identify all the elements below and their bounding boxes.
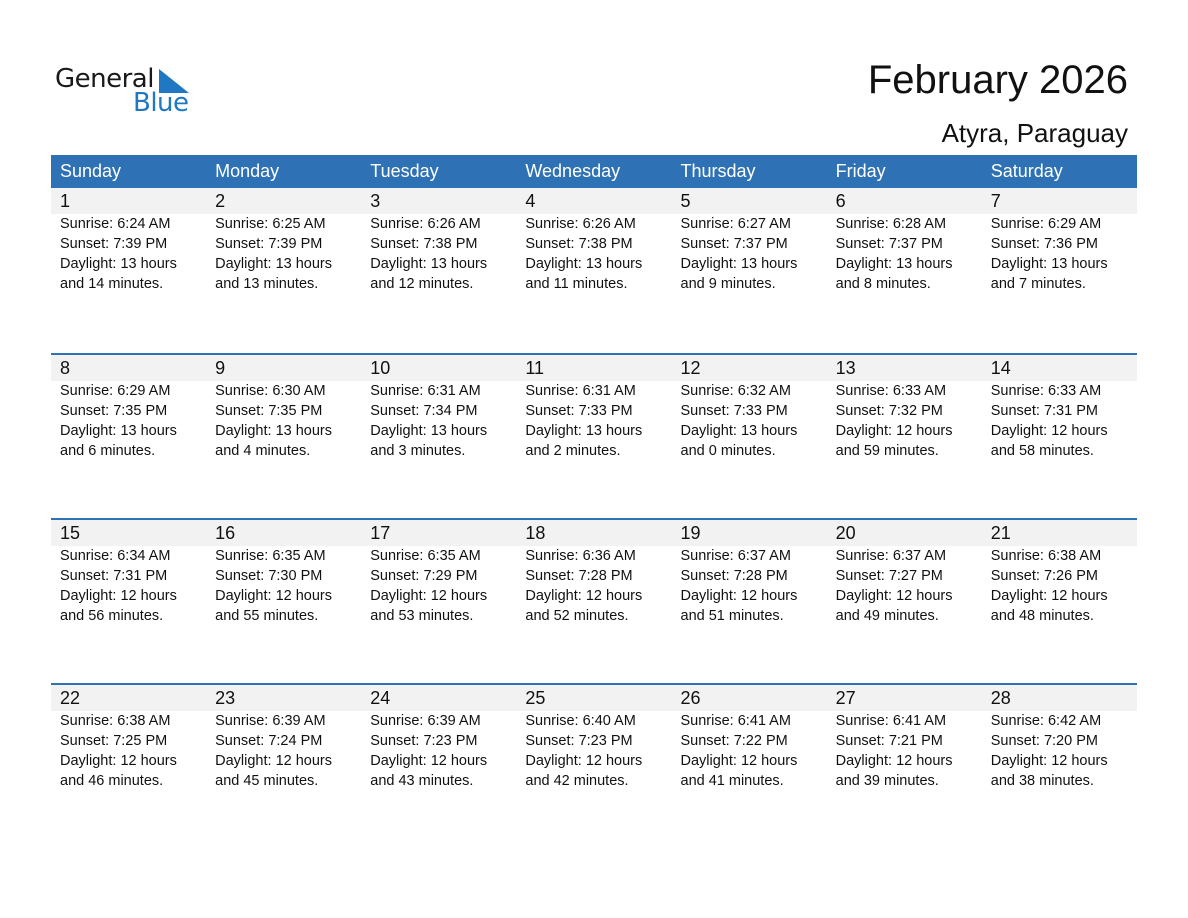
sunset-text: Sunset: 7:24 PM (215, 733, 323, 749)
daylight-minutes-text: and 48 minutes. (990, 608, 1094, 624)
weekday-wednesday: Wednesday (525, 161, 621, 181)
sunrise-text: Sunrise: 6:25 AM (215, 216, 326, 232)
daylight-hours-text: Daylight: 13 hours (370, 256, 488, 272)
daylight-minutes-text: and 56 minutes. (60, 608, 164, 624)
daylight-minutes-text: and 53 minutes. (370, 608, 474, 624)
daylight-minutes-text: and 8 minutes. (835, 276, 931, 292)
day-number: 7 (990, 191, 1001, 211)
daylight-hours-text: Daylight: 12 hours (525, 753, 643, 769)
day-number: 3 (370, 191, 381, 211)
day-cell (361, 355, 516, 461)
logo (55, 62, 205, 122)
daylight-minutes-text: and 49 minutes. (835, 608, 939, 624)
sunrise-text: Sunrise: 6:41 AM (835, 713, 947, 729)
daylight-hours-text: Daylight: 12 hours (835, 423, 953, 439)
daylight-minutes-text: and 41 minutes. (680, 773, 784, 789)
sunset-text: Sunset: 7:23 PM (370, 733, 478, 749)
sunrise-text: Sunrise: 6:24 AM (60, 216, 171, 232)
day-number: 6 (835, 191, 846, 211)
weekday-header-row (51, 155, 1137, 188)
sunset-text: Sunset: 7:31 PM (990, 403, 1098, 419)
day-cell (827, 188, 982, 294)
sunrise-text: Sunrise: 6:31 AM (370, 383, 481, 399)
sunset-text: Sunset: 7:35 PM (60, 403, 168, 419)
day-cell (206, 355, 361, 461)
daylight-minutes-text: and 12 minutes. (370, 276, 474, 292)
daylight-hours-text: Daylight: 13 hours (525, 256, 643, 272)
sunset-text: Sunset: 7:27 PM (835, 568, 943, 584)
daylight-hours-text: Daylight: 12 hours (60, 588, 177, 604)
day-cell (672, 355, 827, 461)
daylight-hours-text: Daylight: 13 hours (680, 256, 798, 272)
sunrise-text: Sunrise: 6:34 AM (60, 548, 171, 564)
daylight-hours-text: Daylight: 12 hours (990, 423, 1108, 439)
page-title: February 2026 (867, 58, 1128, 102)
logo-word-general: General (55, 64, 154, 94)
weekday-tuesday: Tuesday (370, 161, 439, 181)
daylight-minutes-text: and 46 minutes. (60, 773, 164, 789)
sunrise-text: Sunrise: 6:42 AM (990, 713, 1102, 729)
day-cell (206, 188, 361, 294)
sunrise-text: Sunrise: 6:26 AM (525, 216, 636, 232)
day-cell (361, 685, 516, 791)
daylight-hours-text: Daylight: 12 hours (990, 588, 1108, 604)
daylight-minutes-text: and 52 minutes. (525, 608, 629, 624)
sunrise-text: Sunrise: 6:38 AM (990, 548, 1102, 564)
day-cell (827, 685, 982, 791)
weekday-friday: Friday (835, 161, 886, 181)
day-cell (982, 355, 1137, 461)
daylight-hours-text: Daylight: 13 hours (370, 423, 488, 439)
daylight-minutes-text: and 9 minutes. (680, 276, 776, 292)
daylight-hours-text: Daylight: 13 hours (215, 423, 332, 439)
daylight-minutes-text: and 2 minutes. (525, 443, 621, 459)
day-number: 5 (680, 191, 691, 211)
daylight-hours-text: Daylight: 12 hours (835, 588, 953, 604)
day-number: 10 (370, 358, 391, 378)
day-cell (827, 355, 982, 461)
daylight-minutes-text: and 7 minutes. (990, 276, 1086, 292)
daylight-minutes-text: and 13 minutes. (215, 276, 319, 292)
day-cell (206, 520, 361, 626)
week-days (51, 188, 1137, 294)
day-cell (516, 520, 671, 626)
sunrise-text: Sunrise: 6:37 AM (680, 548, 791, 564)
daylight-hours-text: Daylight: 12 hours (60, 753, 177, 769)
week-row (51, 518, 1137, 683)
sunset-text: Sunset: 7:25 PM (60, 733, 168, 749)
sunrise-text: Sunrise: 6:38 AM (60, 713, 171, 729)
sunrise-text: Sunrise: 6:27 AM (680, 216, 791, 232)
daylight-minutes-text: and 45 minutes. (215, 773, 319, 789)
sunset-text: Sunset: 7:37 PM (835, 236, 943, 252)
day-number: 22 (60, 688, 81, 708)
day-cell (516, 355, 671, 461)
weekday-sunday: Sunday (60, 161, 122, 181)
week-days (51, 520, 1137, 626)
sunset-text: Sunset: 7:23 PM (525, 733, 633, 749)
daylight-minutes-text: and 11 minutes. (525, 276, 628, 292)
day-number: 19 (680, 523, 701, 543)
weeks-container (51, 188, 1137, 848)
sunset-text: Sunset: 7:32 PM (835, 403, 943, 419)
daylight-hours-text: Daylight: 13 hours (680, 423, 798, 439)
daylight-minutes-text: and 43 minutes. (370, 773, 474, 789)
sunset-text: Sunset: 7:34 PM (370, 403, 478, 419)
sunrise-text: Sunrise: 6:31 AM (525, 383, 636, 399)
sunrise-text: Sunrise: 6:36 AM (525, 548, 636, 564)
daylight-hours-text: Daylight: 13 hours (215, 256, 332, 272)
day-number: 13 (835, 358, 856, 378)
sunset-text: Sunset: 7:33 PM (680, 403, 788, 419)
sunset-text: Sunset: 7:38 PM (370, 236, 478, 252)
day-number: 21 (990, 523, 1011, 543)
sunset-text: Sunset: 7:22 PM (680, 733, 788, 749)
day-number: 11 (525, 358, 545, 378)
daylight-minutes-text: and 59 minutes. (835, 443, 939, 459)
sunrise-text: Sunrise: 6:33 AM (990, 383, 1102, 399)
day-number: 28 (990, 688, 1011, 708)
week-days (51, 355, 1137, 461)
daylight-hours-text: Daylight: 12 hours (680, 753, 798, 769)
sunrise-text: Sunrise: 6:35 AM (370, 548, 481, 564)
sunset-text: Sunset: 7:21 PM (835, 733, 943, 749)
sunrise-text: Sunrise: 6:39 AM (215, 713, 326, 729)
day-number: 25 (525, 688, 546, 708)
week-days (51, 685, 1137, 791)
day-cell (516, 188, 671, 294)
day-cell (51, 685, 206, 791)
sunrise-text: Sunrise: 6:40 AM (525, 713, 636, 729)
week-row (51, 683, 1137, 848)
day-cell (51, 355, 206, 461)
location-subtitle: Atyra, Paraguay (941, 118, 1128, 148)
day-cell (206, 685, 361, 791)
sunrise-text: Sunrise: 6:32 AM (680, 383, 791, 399)
daylight-hours-text: Daylight: 12 hours (990, 753, 1108, 769)
daylight-hours-text: Daylight: 12 hours (525, 588, 643, 604)
daylight-minutes-text: and 3 minutes. (370, 443, 466, 459)
daylight-minutes-text: and 39 minutes. (835, 773, 939, 789)
sunset-text: Sunset: 7:39 PM (215, 236, 323, 252)
day-number: 24 (370, 688, 391, 708)
daylight-minutes-text: and 42 minutes. (525, 773, 629, 789)
weekday-saturday: Saturday (990, 161, 1063, 181)
daylight-hours-text: Daylight: 13 hours (525, 423, 643, 439)
weekday-monday: Monday (215, 161, 280, 181)
daylight-hours-text: Daylight: 13 hours (835, 256, 953, 272)
day-cell (516, 685, 671, 791)
sunrise-text: Sunrise: 6:30 AM (215, 383, 326, 399)
sunrise-text: Sunrise: 6:37 AM (835, 548, 947, 564)
sunset-text: Sunset: 7:33 PM (525, 403, 633, 419)
day-cell (982, 188, 1137, 294)
day-number: 15 (60, 523, 81, 543)
daylight-minutes-text: and 4 minutes. (215, 443, 311, 459)
daylight-minutes-text: and 55 minutes. (215, 608, 319, 624)
sunrise-text: Sunrise: 6:41 AM (680, 713, 791, 729)
day-number: 12 (680, 358, 701, 378)
day-number: 26 (680, 688, 701, 708)
daylight-minutes-text: and 58 minutes. (990, 443, 1094, 459)
day-number: 20 (835, 523, 856, 543)
day-number: 17 (370, 523, 391, 543)
daylight-hours-text: Daylight: 12 hours (370, 753, 488, 769)
weekday-thursday: Thursday (680, 161, 756, 181)
daylight-hours-text: Daylight: 12 hours (215, 753, 332, 769)
day-number: 1 (60, 191, 71, 211)
day-cell (982, 520, 1137, 626)
daylight-minutes-text: and 14 minutes. (60, 276, 164, 292)
day-cell (361, 188, 516, 294)
sunrise-text: Sunrise: 6:33 AM (835, 383, 947, 399)
sunset-text: Sunset: 7:35 PM (215, 403, 323, 419)
day-number: 9 (215, 358, 226, 378)
day-number: 27 (835, 688, 856, 708)
day-number: 23 (215, 688, 236, 708)
daylight-hours-text: Daylight: 13 hours (60, 256, 177, 272)
daylight-minutes-text: and 0 minutes. (680, 443, 776, 459)
day-number: 4 (525, 191, 536, 211)
sunset-text: Sunset: 7:30 PM (215, 568, 323, 584)
day-cell (827, 520, 982, 626)
sunrise-text: Sunrise: 6:35 AM (215, 548, 326, 564)
sunrise-text: Sunrise: 6:26 AM (370, 216, 481, 232)
sunrise-text: Sunrise: 6:28 AM (835, 216, 947, 232)
sunset-text: Sunset: 7:26 PM (990, 568, 1098, 584)
daylight-hours-text: Daylight: 12 hours (680, 588, 798, 604)
sunset-text: Sunset: 7:37 PM (680, 236, 788, 252)
daylight-hours-text: Daylight: 13 hours (990, 256, 1108, 272)
day-number: 18 (525, 523, 546, 543)
day-cell (672, 685, 827, 791)
logo-word-blue: Blue (133, 88, 189, 118)
daylight-minutes-text: and 38 minutes. (990, 773, 1094, 789)
day-number: 14 (990, 358, 1011, 378)
sunrise-text: Sunrise: 6:29 AM (990, 216, 1102, 232)
sunset-text: Sunset: 7:31 PM (60, 568, 168, 584)
day-cell (51, 188, 206, 294)
day-cell (51, 520, 206, 626)
sunrise-text: Sunrise: 6:39 AM (370, 713, 481, 729)
day-number: 2 (215, 191, 226, 211)
sunset-text: Sunset: 7:38 PM (525, 236, 633, 252)
sunset-text: Sunset: 7:20 PM (990, 733, 1098, 749)
day-number: 8 (60, 358, 71, 378)
sunset-text: Sunset: 7:29 PM (370, 568, 478, 584)
daylight-hours-text: Daylight: 12 hours (835, 753, 953, 769)
day-cell (982, 685, 1137, 791)
day-cell (361, 520, 516, 626)
day-cell (672, 520, 827, 626)
week-row (51, 353, 1137, 518)
week-row (51, 188, 1137, 353)
sunset-text: Sunset: 7:28 PM (680, 568, 788, 584)
sunrise-text: Sunrise: 6:29 AM (60, 383, 171, 399)
daylight-hours-text: Daylight: 12 hours (215, 588, 332, 604)
daylight-hours-text: Daylight: 12 hours (370, 588, 488, 604)
daylight-hours-text: Daylight: 13 hours (60, 423, 177, 439)
daylight-minutes-text: and 51 minutes. (680, 608, 784, 624)
calendar-grid (51, 155, 1137, 848)
day-cell (672, 188, 827, 294)
sunset-text: Sunset: 7:28 PM (525, 568, 633, 584)
sunset-text: Sunset: 7:39 PM (60, 236, 168, 252)
day-number: 16 (215, 523, 236, 543)
daylight-minutes-text: and 6 minutes. (60, 443, 156, 459)
sunset-text: Sunset: 7:36 PM (990, 236, 1098, 252)
